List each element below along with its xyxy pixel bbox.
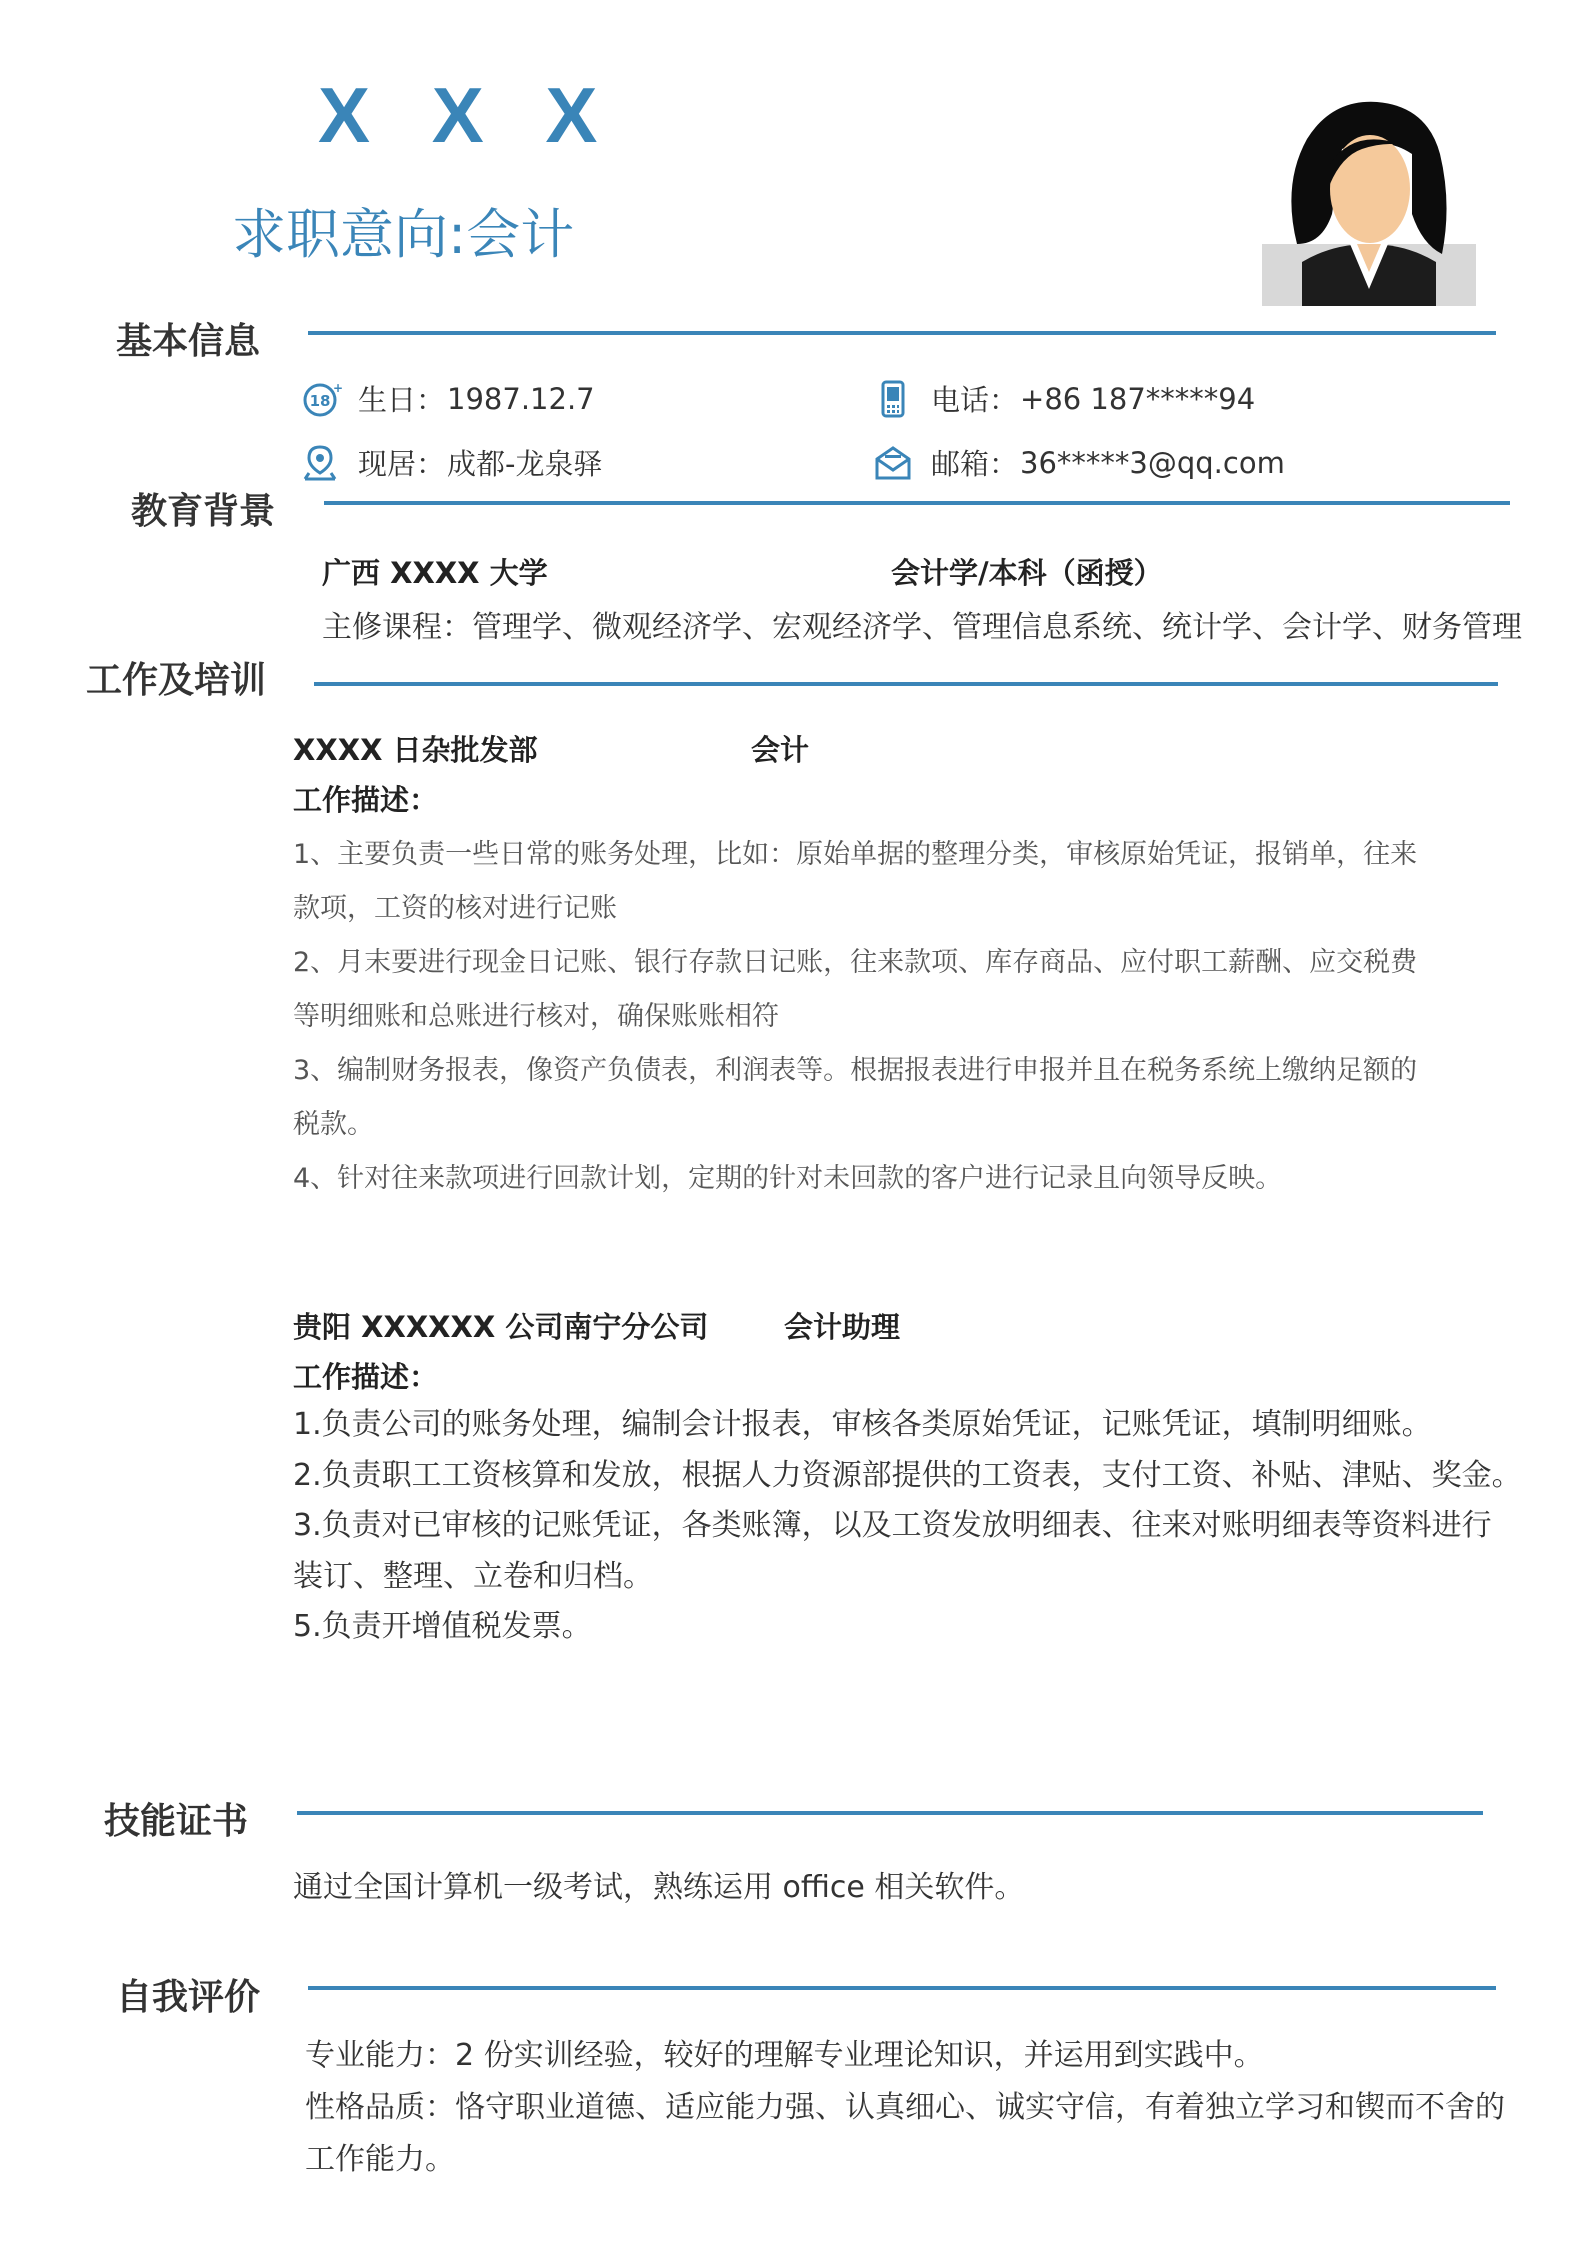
edu-school: 广西 XXXX 大学 bbox=[322, 556, 548, 590]
job1-line: 2、月末要进行现金日记账、银行存款日记账，往来款项、库存商品、应付职工薪酬、应交税费 bbox=[293, 947, 1418, 978]
job2-line: 装订、整理、立卷和归档。 bbox=[293, 1558, 653, 1594]
birthday-18-icon bbox=[300, 379, 344, 419]
info-phone: 电话： +86 187*****94 bbox=[873, 378, 1255, 419]
section-divider-education bbox=[324, 501, 1510, 505]
section-divider-work bbox=[314, 682, 1498, 686]
job2-description bbox=[293, 1400, 1522, 1653]
job1-line: 4、针对往来款项进行回款计划，定期的针对未回款的客户进行记录且向领导反映。 bbox=[293, 1163, 1283, 1194]
self-evaluation bbox=[305, 2030, 1505, 2186]
section-title-self: 自我评价 bbox=[116, 1977, 261, 2018]
phone-value: +86 187*****94 bbox=[1020, 381, 1256, 416]
section-divider-basic bbox=[308, 331, 1496, 335]
email-value: 36*****3@qq.com bbox=[1020, 445, 1285, 480]
job1-position: 会计 bbox=[751, 733, 810, 767]
job2-line: 3.负责对已审核的记账凭证，各类账簿，以及工资发放明细表、往来对账明细表等资料进行 bbox=[293, 1508, 1492, 1543]
edu-courses: 主修课程：管理学、微观经济学、宏观经济学、管理信息系统、统计学、会计学、财务管理 bbox=[322, 610, 1522, 645]
job1-desc-title: 工作描述： bbox=[293, 783, 439, 817]
candidate-name: X X X bbox=[318, 71, 618, 159]
job1-line: 1、主要负责一些日常的账务处理，比如：原始单据的整理分类，审核原始凭证，报销单，往来 bbox=[293, 839, 1418, 870]
job1-line: 税款。 bbox=[293, 1109, 374, 1140]
phone-icon bbox=[873, 379, 913, 419]
job2-position: 会计助理 bbox=[784, 1310, 901, 1344]
mail-icon bbox=[873, 443, 913, 483]
job2-line: 5.负责开增值税发票。 bbox=[293, 1609, 592, 1644]
self-line: 专业能力：2 份实训经验，较好的理解专业理论知识，并运用到实践中。 bbox=[305, 2038, 1264, 2073]
section-title-education: 教育背景 bbox=[131, 491, 276, 532]
edu-major: 会计学/本科（函授） bbox=[891, 556, 1163, 590]
job-intent: 求职意向:会计 bbox=[232, 203, 575, 266]
location-icon bbox=[300, 443, 340, 483]
job2-line: 1.负责公司的账务处理，编制会计报表，审核各类原始凭证，记账凭证，填制明细账。 bbox=[293, 1407, 1432, 1442]
job1-description bbox=[293, 828, 1463, 1206]
job1-line: 款项，工资的核对进行记账 bbox=[293, 893, 617, 924]
self-line: 性格品质：恪守职业道德、适应能力强、认真细心、诚实守信，有着独立学习和锲而不舍的 bbox=[305, 2090, 1505, 2125]
job2-company: 贵阳 XXXXXX 公司南宁分公司 bbox=[293, 1310, 709, 1344]
section-title-work: 工作及培训 bbox=[86, 660, 267, 701]
job2-desc-title: 工作描述： bbox=[293, 1360, 439, 1394]
job1-line: 3、编制财务报表，像资产负债表，利润表等。根据报表进行申报并且在税务系统上缴纳足额的 bbox=[293, 1055, 1418, 1086]
info-birthday: 18 + 生日： 1987.12.7 bbox=[300, 378, 595, 419]
section-divider-skills bbox=[297, 1811, 1483, 1815]
svg-text:18: 18 bbox=[309, 391, 331, 410]
job1-company: XXXX 日杂批发部 bbox=[293, 733, 538, 767]
female-avatar-icon bbox=[1262, 94, 1476, 306]
self-line: 工作能力。 bbox=[305, 2142, 455, 2177]
info-residence: 现居： 成都-龙泉驿 bbox=[300, 442, 602, 483]
info-email: 邮箱： 36*****3@qq.com bbox=[873, 442, 1285, 483]
svg-text:+: + bbox=[333, 380, 344, 395]
section-title-basic: 基本信息 bbox=[116, 321, 261, 362]
skills-text: 通过全国计算机一级考试，熟练运用 office 相关软件。 bbox=[293, 1870, 1025, 1905]
residence-value: 成都-龙泉驿 bbox=[447, 447, 603, 481]
section-title-skills: 技能证书 bbox=[104, 1801, 249, 1842]
job2-line: 2.负责职工工资核算和发放，根据人力资源部提供的工资表，支付工资、补贴、津贴、奖金。 bbox=[293, 1457, 1522, 1493]
birthday-value: 1987.12.7 bbox=[447, 381, 595, 416]
job1-line: 等明细账和总账进行核对，确保账账相符 bbox=[293, 1001, 779, 1032]
section-divider-self bbox=[308, 1986, 1496, 1990]
